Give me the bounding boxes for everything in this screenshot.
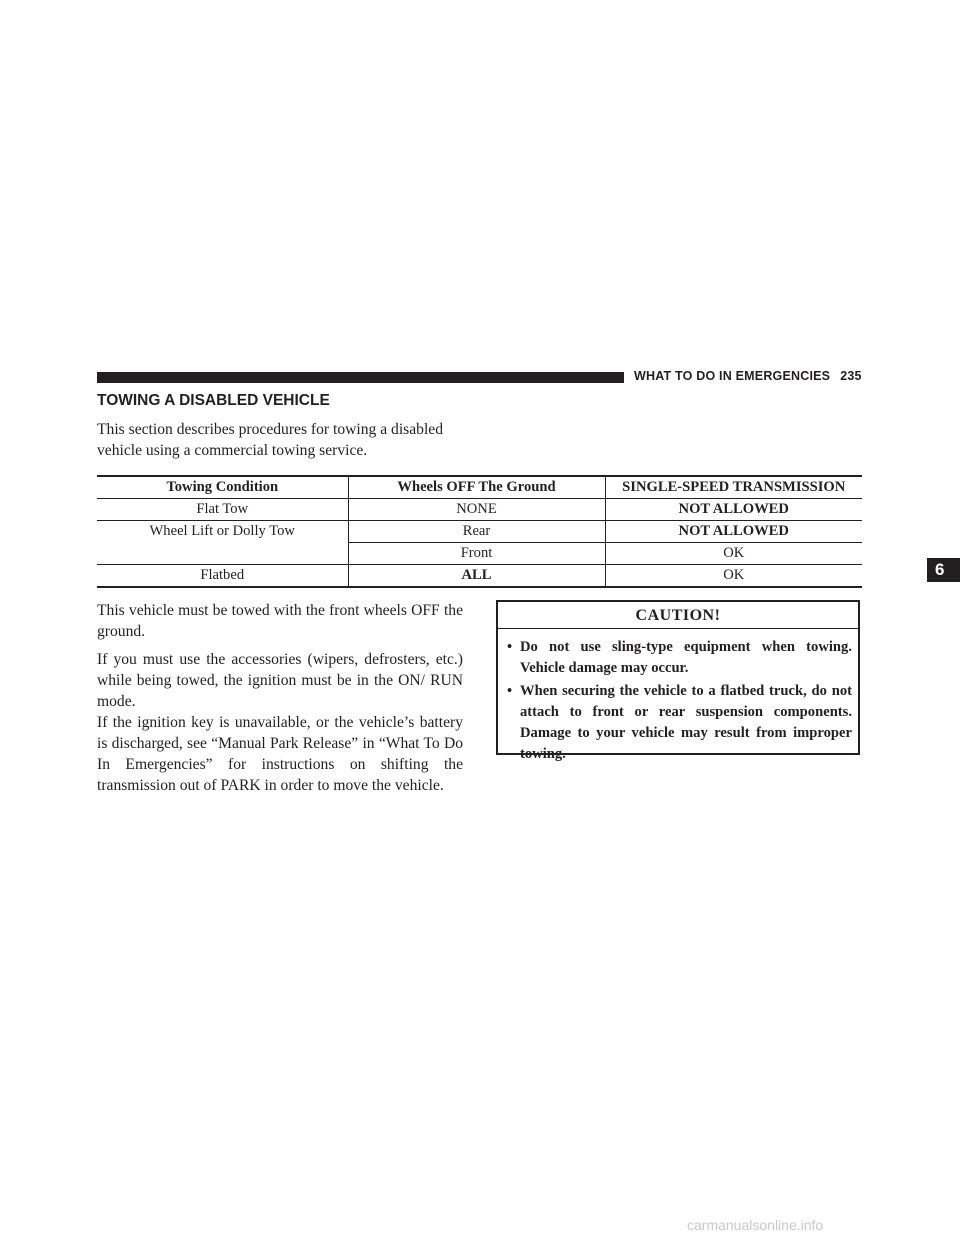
table-cell-transmission: NOT ALLOWED: [605, 521, 862, 543]
table-row: [97, 565, 862, 588]
bullet-icon: •: [507, 683, 513, 699]
body-paragraph: This vehicle must be towed with the front wheels OFF the ground.: [97, 602, 463, 640]
table-cell-wheels: Front: [348, 543, 605, 565]
body-paragraph: If you must use the accessories (wipers, defrosters, etc.) while being towed, the ignition must be in the ON/ RUN mode.: [97, 651, 463, 710]
header-section-title: WHAT TO DO IN EMERGENCIES: [634, 369, 831, 383]
column-header: Towing Condition: [97, 476, 348, 499]
table-header-row: [97, 476, 862, 499]
column-header: Wheels OFF The Ground: [348, 476, 605, 499]
running-header: [634, 369, 862, 383]
chapter-tab: 6: [927, 558, 960, 582]
table-cell-transmission: NOT ALLOWED: [605, 499, 862, 521]
caution-list: [498, 637, 858, 765]
caution-item: [507, 637, 852, 679]
watermark: carmanualsonline.info: [687, 1217, 824, 1233]
table-row: [97, 521, 862, 543]
caution-box: [496, 600, 860, 762]
table-row: [97, 499, 862, 521]
page-number: 235: [840, 369, 862, 383]
intro-paragraph: This section describes procedures for towing a disabled vehicle using a commercial towing service.: [97, 421, 443, 459]
caution-title: CAUTION!: [498, 602, 858, 629]
table-cell-condition: Flat Tow: [97, 499, 348, 521]
caution-item-text: Do not use sling-type equipment when towing. Vehicle damage may occur.: [520, 639, 852, 676]
table-cell-transmission: OK: [605, 543, 862, 565]
header-rule: [97, 372, 624, 383]
table-cell-wheels: NONE: [348, 499, 605, 521]
towing-table: [97, 475, 862, 588]
table-cell-condition: [97, 543, 348, 565]
caution-item: [507, 681, 852, 765]
section-title: TOWING A DISABLED VEHICLE: [97, 392, 330, 409]
table-cell-wheels: ALL: [348, 565, 605, 588]
caution-item-text: When securing the vehicle to a flatbed truck, do not attach to front or rear suspension components. Damage to your vehicle may result from improper towing.: [520, 683, 852, 762]
bullet-icon: •: [507, 639, 513, 655]
column-header: SINGLE-SPEED TRANSMISSION: [605, 476, 862, 499]
table-cell-condition: Wheel Lift or Dolly Tow: [97, 521, 348, 543]
body-paragraph: If the ignition key is unavailable, or the vehicle’s battery is discharged, see “Manual Park Release” in “What To Do In Emergencies” for instructions on shifting the transmission out of PARK in order to move the vehicle.: [97, 714, 463, 794]
table-cell-condition: Flatbed: [97, 565, 348, 588]
table-cell-transmission: OK: [605, 565, 862, 588]
table-row: [97, 543, 862, 565]
table-cell-wheels: Rear: [348, 521, 605, 543]
